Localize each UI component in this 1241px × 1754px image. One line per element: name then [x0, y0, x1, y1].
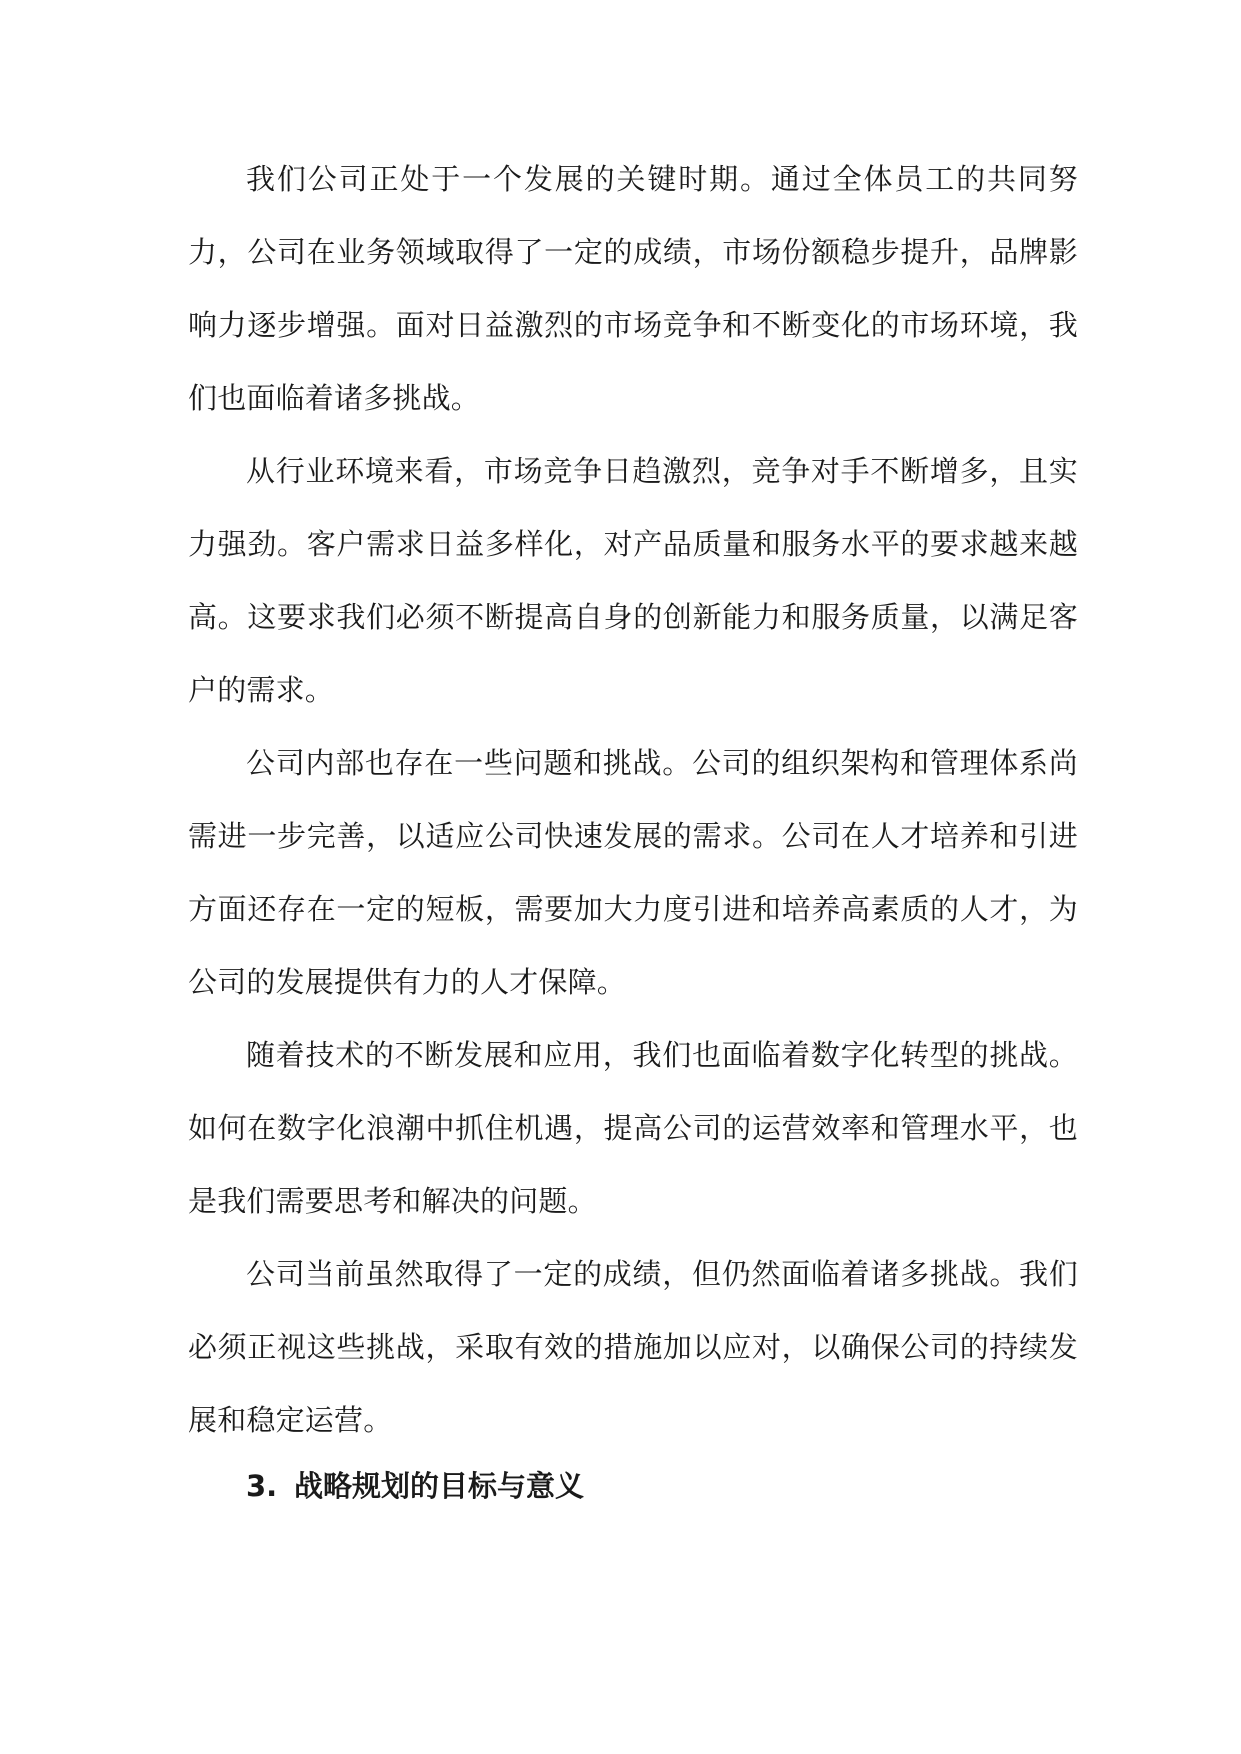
paragraph-company-status: 我们公司正处于一个发展的关键时期。通过全体员工的共同努力，公司在业务领域取得了一定的成绩，市场份额稳步提升，品牌影响力逐步增强。面对日益激烈的市场竞争和不断变化的市场环境，我们也面临着诸多挑战。: [188, 162, 1078, 415]
section-number: 3.: [246, 1469, 278, 1503]
paragraph-digital-transformation: 随着技术的不断发展和应用，我们也面临着数字化转型的挑战。如何在数字化浪潮中抓住机遇，提高公司的运营效率和管理水平，也是我们需要思考和解决的问题。: [188, 1038, 1078, 1218]
paragraph-industry-environment: 从行业环境来看，市场竞争日趋激烈，竞争对手不断增多，且实力强劲。客户需求日益多样化，对产品质量和服务水平的要求越来越高。这要求我们必须不断提高自身的创新能力和服务质量，以满足客户的需求。: [188, 454, 1078, 707]
section-title: 战略规划的目标与意义: [294, 1469, 585, 1503]
paragraph-conclusion: 公司当前虽然取得了一定的成绩，但仍然面临着诸多挑战。我们必须正视这些挑战，采取有效的措施加以应对，以确保公司的持续发展和稳定运营。: [188, 1257, 1078, 1437]
paragraph-internal-challenges: 公司内部也存在一些问题和挑战。公司的组织架构和管理体系尚需进一步完善，以适应公司快速发展的需求。公司在人才培养和引进方面还存在一定的短板，需要加大力度引进和培养高素质的人才，为公司的发展提供有力的人才保障。: [188, 746, 1078, 999]
section-heading: [246, 1466, 584, 1506]
body-text: [188, 143, 1078, 1457]
